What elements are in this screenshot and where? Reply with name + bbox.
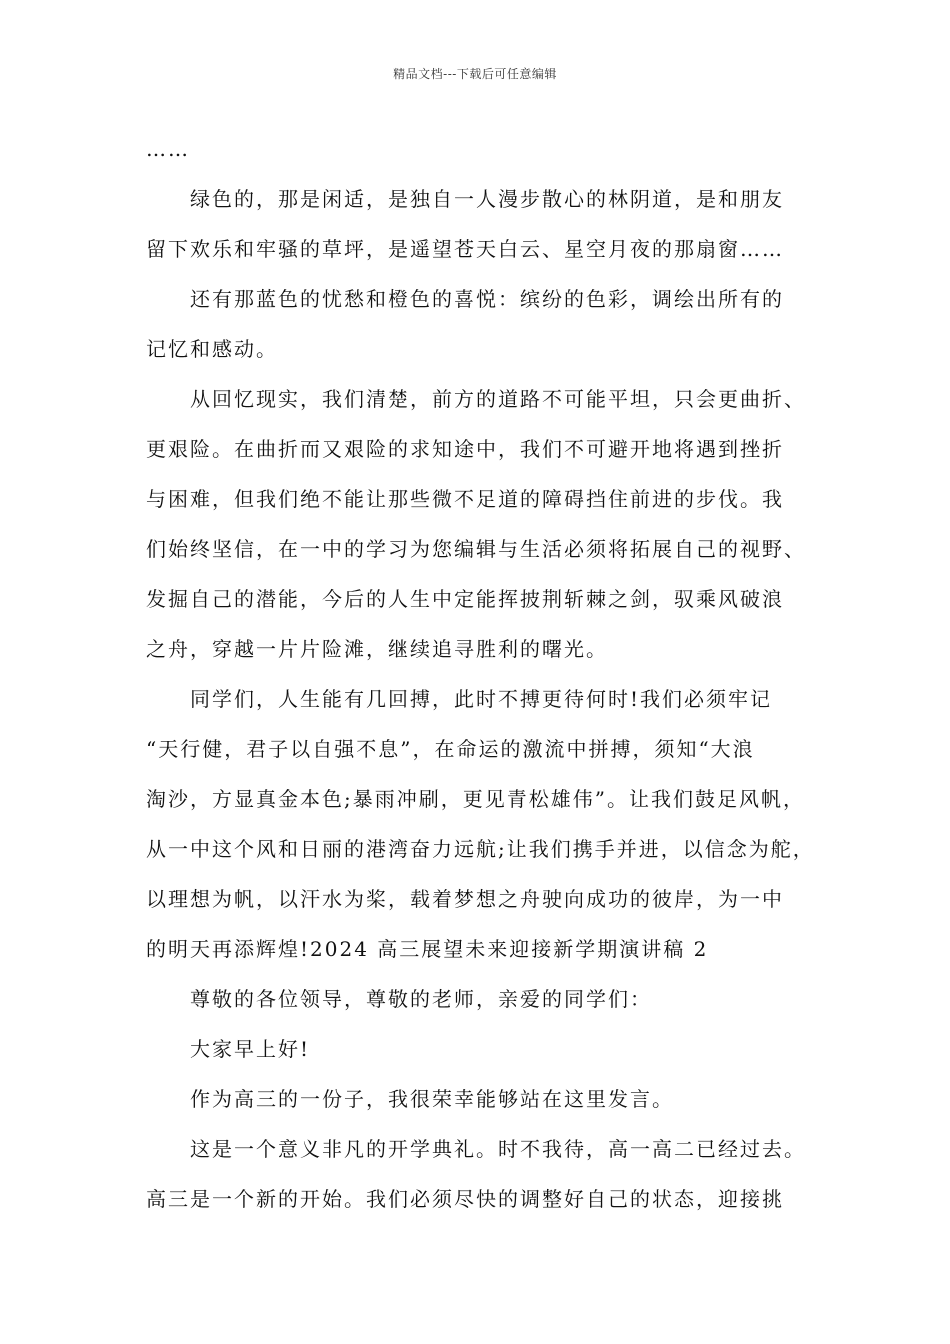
paragraph-ellipsis: …… [146, 137, 190, 161]
paragraph-salutation: 尊敬的各位领导，尊敬的老师，亲爱的同学们： [190, 987, 652, 1011]
paragraph-honor: 作为高三的一份子，我很荣幸能够站在这里发言。 [190, 1087, 674, 1111]
paragraph-greeting: 大家早上好! [190, 1037, 311, 1061]
page-header: 精品文档---下载后可任意编辑 [393, 67, 557, 81]
paragraph-green: 绿色的，那是闲适，是独自一人漫步散心的林阴道，是和朋友 留下欢乐和牢骚的草坪，是遥望苍天白云、星空月夜的那扇窗…… [146, 187, 784, 261]
paragraph-reality: 从回忆现实，我们清楚，前方的道路不可能平坦，只会更曲折、 更艰险。在曲折而又艰险的求知途中，我们不可避开地将遇到挫折 与困难，但我们绝不能让那些微不足道的障碍挡住前进的步伐。我 们始终坚信，在一中的学习为您编辑与生活必须将拓展自己的视野、 发掘自己的潜能，今后的人生中定能挥披荆斩棘之剑，驭乘风破浪 之舟，穿越一片片险滩，继续追寻胜利的曙光。 [146, 387, 806, 661]
paragraph-colors: 还有那蓝色的忧愁和橙色的喜悦：缤纷的色彩，调绘出所有的 记忆和感动。 [146, 287, 784, 361]
paragraph-classmates: 同学们，人生能有几回搏，此时不搏更待何时!我们必须牢记 “天行健，君子以自强不息”，在命运的激流中拼搏，须知“大浪 淘沙，方显真金本色;暴雨冲刷，更见青松雄伟”。让我们鼓足风帆， 从一中这个风和日丽的港湾奋力远航;让我们携手并进，以信念为舵， 以理想为帆，以汗水为桨，载着梦想之舟驶向成功的彼岸，为一中 的明天再添辉煌!2024 高三展望未来迎接新学期演讲稿 2 [146, 687, 815, 961]
paragraph-ceremony: 这是一个意义非凡的开学典礼。时不我待，高一高二已经过去。 高三是一个新的开始。我们必须尽快的调整好自己的状态，迎接挑 [146, 1137, 806, 1211]
document-body [146, 124, 826, 1224]
